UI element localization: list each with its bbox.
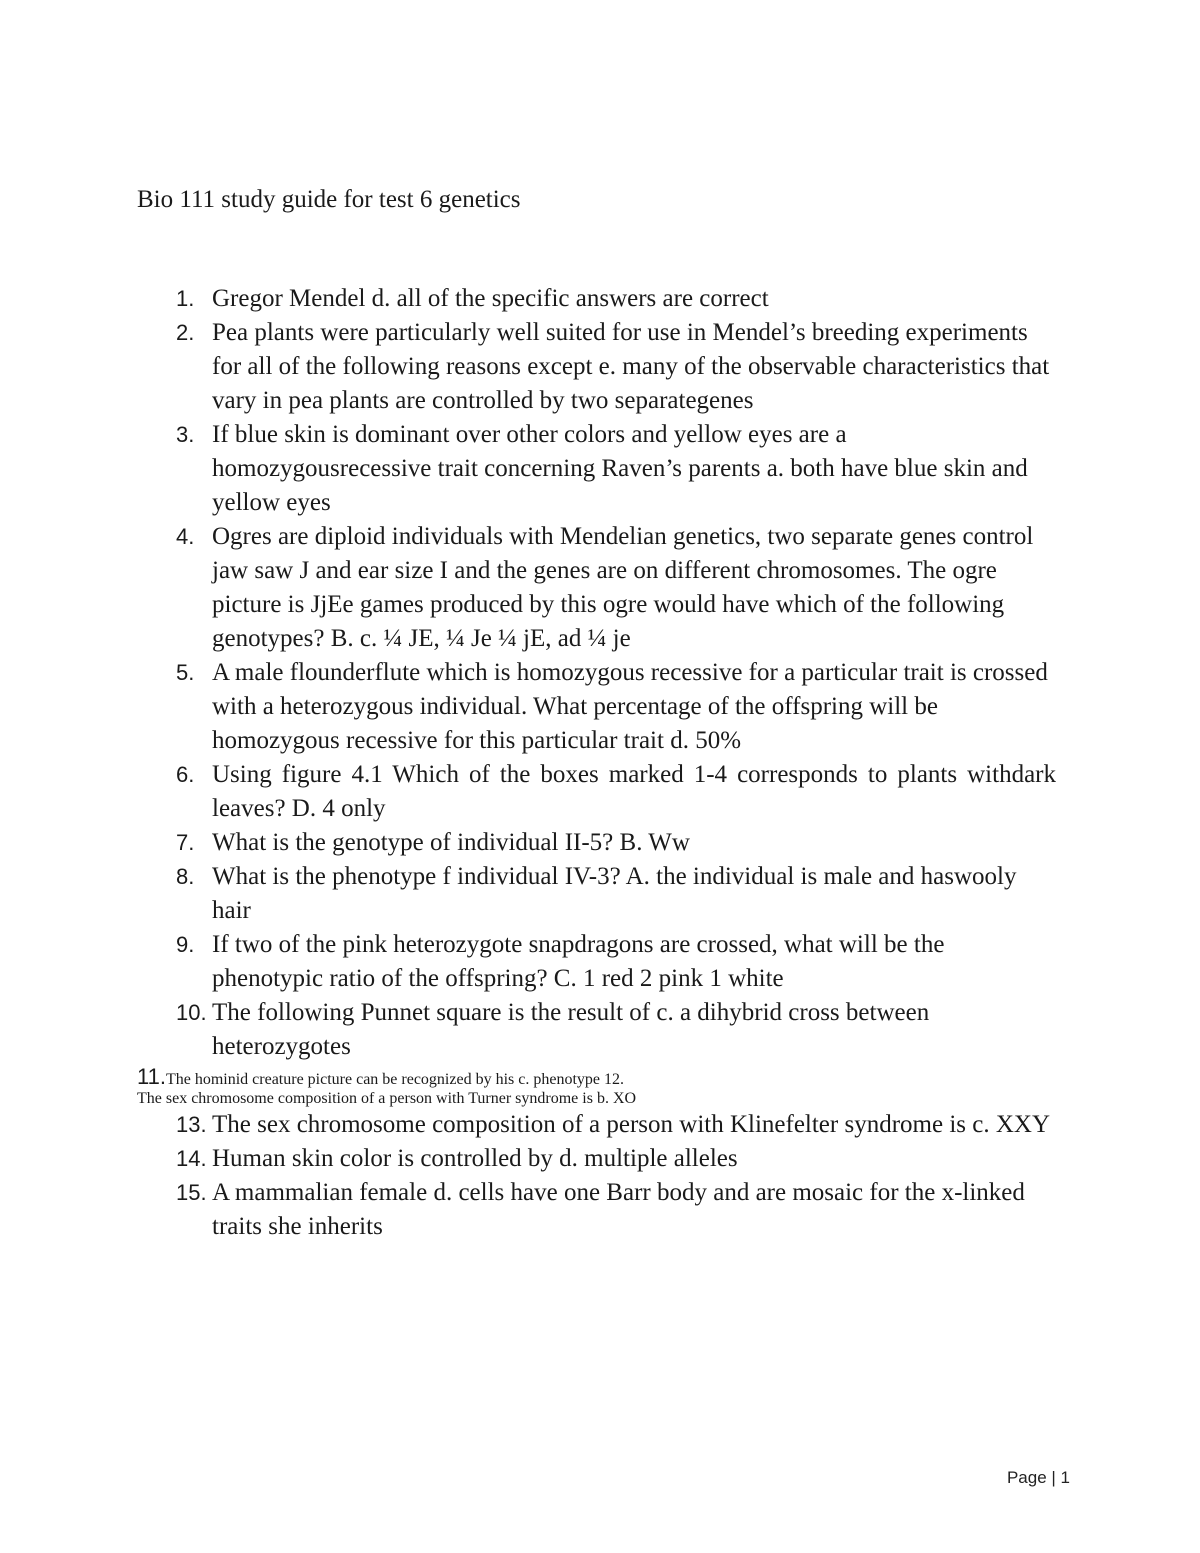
question-text: The sex chromosome composition of a person with Klinefelter syndrome is c. XXY xyxy=(212,1111,1051,1138)
question-number: 4. xyxy=(176,524,195,549)
question-number: 8. xyxy=(176,864,195,889)
question-item-5 xyxy=(176,656,1056,758)
question-text: A male flounderflute which is homozygous recessive for a particular trait is crossed with a heterozygous individual. What percentage of the offspring will be homozygous recessive for this particular trait d. 50% xyxy=(212,659,1048,754)
question-item-14 xyxy=(176,1142,1056,1176)
question-item-8 xyxy=(176,860,1056,928)
question-number: 11. xyxy=(137,1064,166,1089)
question-text: Using figure 4.1 Which of the boxes marked 1-4 corresponds to plants withdark leaves? D. 4 only xyxy=(212,761,1056,822)
question-text: If blue skin is dominant over other colors and yellow eyes are a homozygousrecessive trait concerning Raven’s parents a. both have blue skin and yellow eyes xyxy=(212,421,1028,516)
question-number: 3. xyxy=(176,422,195,447)
question-number: 2. xyxy=(176,320,195,345)
question-text: Pea plants were particularly well suited for use in Mendel’s breeding experiments for all of the following reasons except e. many of the observable characteristics that vary in pea plants are controlled by two separategenes xyxy=(212,319,1050,414)
question-number: 1. xyxy=(176,286,195,311)
question-list xyxy=(137,282,1056,1244)
question-number: 5. xyxy=(176,660,195,685)
question-number: 9. xyxy=(176,932,195,957)
question-text: Gregor Mendel d. all of the specific answers are correct xyxy=(212,285,769,312)
question-number: 13. xyxy=(176,1112,207,1137)
question-text: The following Punnet square is the result of c. a dihybrid cross between heterozygotes xyxy=(212,999,930,1060)
question-item-15 xyxy=(176,1176,1056,1244)
question-item-1 xyxy=(176,282,1056,316)
question-text: Human skin color is controlled by d. multiple alleles xyxy=(212,1145,738,1172)
question-text: Ogres are diploid individuals with Mendelian genetics, two separate genes control jaw saw J and ear size I and the genes are on different chromosomes. The ogre picture is JjEe games produced by this ogre would have which of the following genotypes? B. c. ¼ JE, ¼ Je ¼ jE, ad ¼ je xyxy=(212,523,1034,652)
question-item-7 xyxy=(176,826,1056,860)
question-text-12: The sex chromosome composition of a person with Turner syndrome is b. XO xyxy=(137,1090,637,1107)
question-item-13 xyxy=(176,1108,1056,1142)
question-text: The hominid creature picture can be recognized by his c. phenotype 12. xyxy=(165,1071,624,1088)
question-item-10 xyxy=(176,996,1056,1064)
question-text: A mammalian female d. cells have one Barr body and are mosaic for the x-linked traits she inherits xyxy=(212,1179,1025,1240)
document-title: Bio 111 study guide for test 6 genetics xyxy=(137,186,521,213)
question-item-9 xyxy=(176,928,1056,996)
question-item-2 xyxy=(176,316,1056,418)
question-number: 6. xyxy=(176,762,195,787)
question-number: 7. xyxy=(176,830,195,855)
question-item-6 xyxy=(176,758,1056,826)
question-text: What is the genotype of individual II-5? B. Ww xyxy=(212,829,690,856)
question-number: 15. xyxy=(176,1180,207,1205)
page-number-footer: Page | 1 xyxy=(1006,1468,1070,1487)
question-text: If two of the pink heterozygote snapdragons are crossed, what will be the phenotypic ratio of the offspring? C. 1 red 2 pink 1 white xyxy=(212,931,945,992)
question-item-11 xyxy=(137,1064,1056,1108)
question-number: 10. xyxy=(176,1000,207,1025)
question-number: 14. xyxy=(176,1146,207,1171)
question-item-4 xyxy=(176,520,1056,656)
question-item-3 xyxy=(176,418,1056,520)
question-line xyxy=(137,1064,1056,1090)
question-text: What is the phenotype f individual IV-3? A. the individual is male and haswooly hair xyxy=(212,863,1017,924)
